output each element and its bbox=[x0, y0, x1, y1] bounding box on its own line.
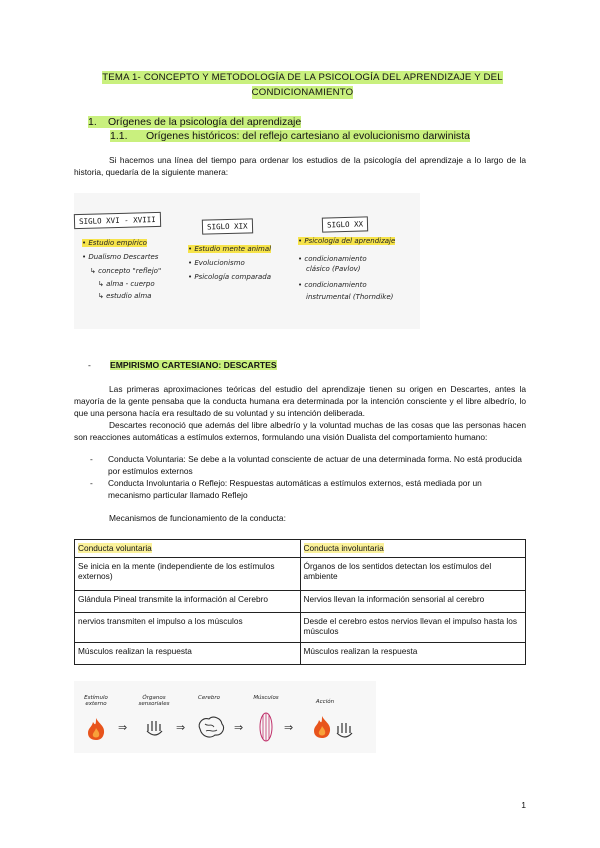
brain-icon bbox=[196, 715, 226, 739]
timeline-item: • Evolucionismo bbox=[188, 259, 245, 267]
document-title: TEMA 1- CONCEPTO Y METODOLOGÍA DE LA PSICOLOGÍA DEL APRENDIZAJE Y DEL CONDICIONAMIENTO bbox=[102, 72, 503, 98]
timeline-item: • Psicología comparada bbox=[188, 273, 272, 281]
diagram-label: Órganos sensoriales bbox=[138, 695, 170, 707]
timeline-item: ↳ concepto "reflejo" bbox=[90, 267, 162, 275]
timeline-header-s1: SIGLO XVI - XVIII bbox=[74, 212, 161, 229]
hand-icon bbox=[144, 717, 166, 739]
fire-icon bbox=[86, 717, 106, 741]
timeline-header-s2: SIGLO XIX bbox=[202, 218, 253, 234]
table-cell: Músculos realizan la respuesta bbox=[300, 642, 526, 664]
timeline-image bbox=[74, 193, 420, 329]
arrow-icon: ⇒ bbox=[284, 722, 294, 734]
hand-icon bbox=[334, 719, 356, 741]
arrow-icon: ⇒ bbox=[234, 722, 244, 734]
table-cell: Glándula Pineal transmite la información al Cerebro bbox=[75, 590, 301, 612]
fire-icon bbox=[312, 715, 332, 739]
table-header-row bbox=[75, 540, 526, 558]
mechanisms-caption: Mecanismos de funcionamiento de la conducta: bbox=[109, 513, 286, 523]
timeline-item: • Dualismo Descartes bbox=[82, 253, 159, 261]
timeline-header-s3: SIGLO XX bbox=[322, 216, 369, 232]
table-cell: Desde el cerebro estos nervios llevan el impulso hasta los músculos bbox=[300, 612, 526, 642]
list-item: - Conducta Involuntaria o Reflejo: Respuestas automáticas a estímulos externos, está mediada por un mecanismo particular llamado Reflejo bbox=[90, 478, 482, 500]
timeline-item: • Psicología del aprendizaje bbox=[298, 237, 396, 245]
arrow-icon: ⇒ bbox=[118, 722, 128, 734]
timeline-item: • condicionamiento bbox=[298, 281, 367, 289]
paragraph-1: Las primeras aproximaciones teóricas del estudio del aprendizaje tienen su origen en Descartes, antes la mayoría de la gente pensaba que la conducta humana era determinada por la intención consciente y el libre albedrío, lo que una persona hacía era resultado de su voluntad y su intención deliberada. bbox=[74, 384, 526, 418]
conduct-table bbox=[74, 539, 526, 665]
table-header-cell: Conducta voluntaria bbox=[75, 540, 301, 558]
timeline-item: • Estudio mente animal bbox=[188, 245, 272, 253]
timeline-item: ↳ alma - cuerpo bbox=[98, 280, 155, 288]
timeline-item: • condicionamiento bbox=[298, 255, 367, 263]
table-row bbox=[75, 590, 526, 612]
diagram-label: Músculos bbox=[253, 695, 279, 701]
heading-1 bbox=[88, 116, 301, 128]
table-row bbox=[75, 612, 526, 642]
heading-1-number: 1. bbox=[88, 116, 108, 128]
table-cell: Nervios llevan la información sensorial al cerebro bbox=[300, 590, 526, 612]
table-row bbox=[75, 557, 526, 590]
timeline-item: ↳ estudio alma bbox=[98, 292, 152, 300]
table-cell: Órganos de los sentidos detectan los estímulos del ambiente bbox=[300, 557, 526, 590]
table-cell: nervios transmiten el impulso a los músculos bbox=[75, 612, 301, 642]
timeline-item: • Estudio empírico bbox=[82, 239, 147, 247]
section-dash: - bbox=[88, 360, 91, 370]
timeline-item: instrumental (Thorndike) bbox=[306, 293, 394, 301]
heading-1-text: Orígenes de la psicología del aprendizaje bbox=[108, 116, 302, 128]
table-cell: Músculos realizan la respuesta bbox=[75, 642, 301, 664]
list-item: - Conducta Voluntaria: Se debe a la voluntad consciente de actuar de una determinada forma. No está producida por estímulos externos bbox=[90, 454, 522, 476]
arrow-icon: ⇒ bbox=[176, 722, 186, 734]
table-cell: Se inicia en la mente (independiente de los estímulos externos) bbox=[75, 557, 301, 590]
reflex-diagram bbox=[74, 681, 376, 753]
heading-1-1 bbox=[110, 130, 470, 142]
section-heading bbox=[88, 360, 277, 370]
paragraph-2: Descartes reconoció que además del libre albedrío y la voluntad muchas de las cosas que las personas hacen son reacciones automáticas a estímulos externos, formulando una visión Dualista del comportamiento humano: bbox=[74, 420, 526, 442]
diagram-label: Acción bbox=[315, 699, 335, 705]
muscle-icon bbox=[258, 711, 274, 743]
diagram-label: Cerebro bbox=[198, 695, 220, 701]
heading-1-1-number: 1.1. bbox=[110, 130, 146, 142]
conduct-list bbox=[90, 454, 526, 502]
intro-paragraph: Si hacemos una línea del tiempo para ordenar los estudios de la psicología del aprendizaje a lo largo de la historia, quedaría de la siguiente manera: bbox=[74, 155, 526, 177]
page-number: 1 bbox=[521, 800, 526, 810]
heading-1-1-text: Orígenes históricos: del reflejo cartesiano al evolucionismo darwinista bbox=[146, 130, 470, 142]
section-title: EMPIRISMO CARTESIANO: DESCARTES bbox=[110, 360, 277, 370]
timeline-item: clásico (Pavlov) bbox=[306, 265, 361, 273]
table-header-cell: Conducta involuntaria bbox=[300, 540, 526, 558]
diagram-label: Estímulo externo bbox=[84, 695, 108, 707]
table-row bbox=[75, 642, 526, 664]
